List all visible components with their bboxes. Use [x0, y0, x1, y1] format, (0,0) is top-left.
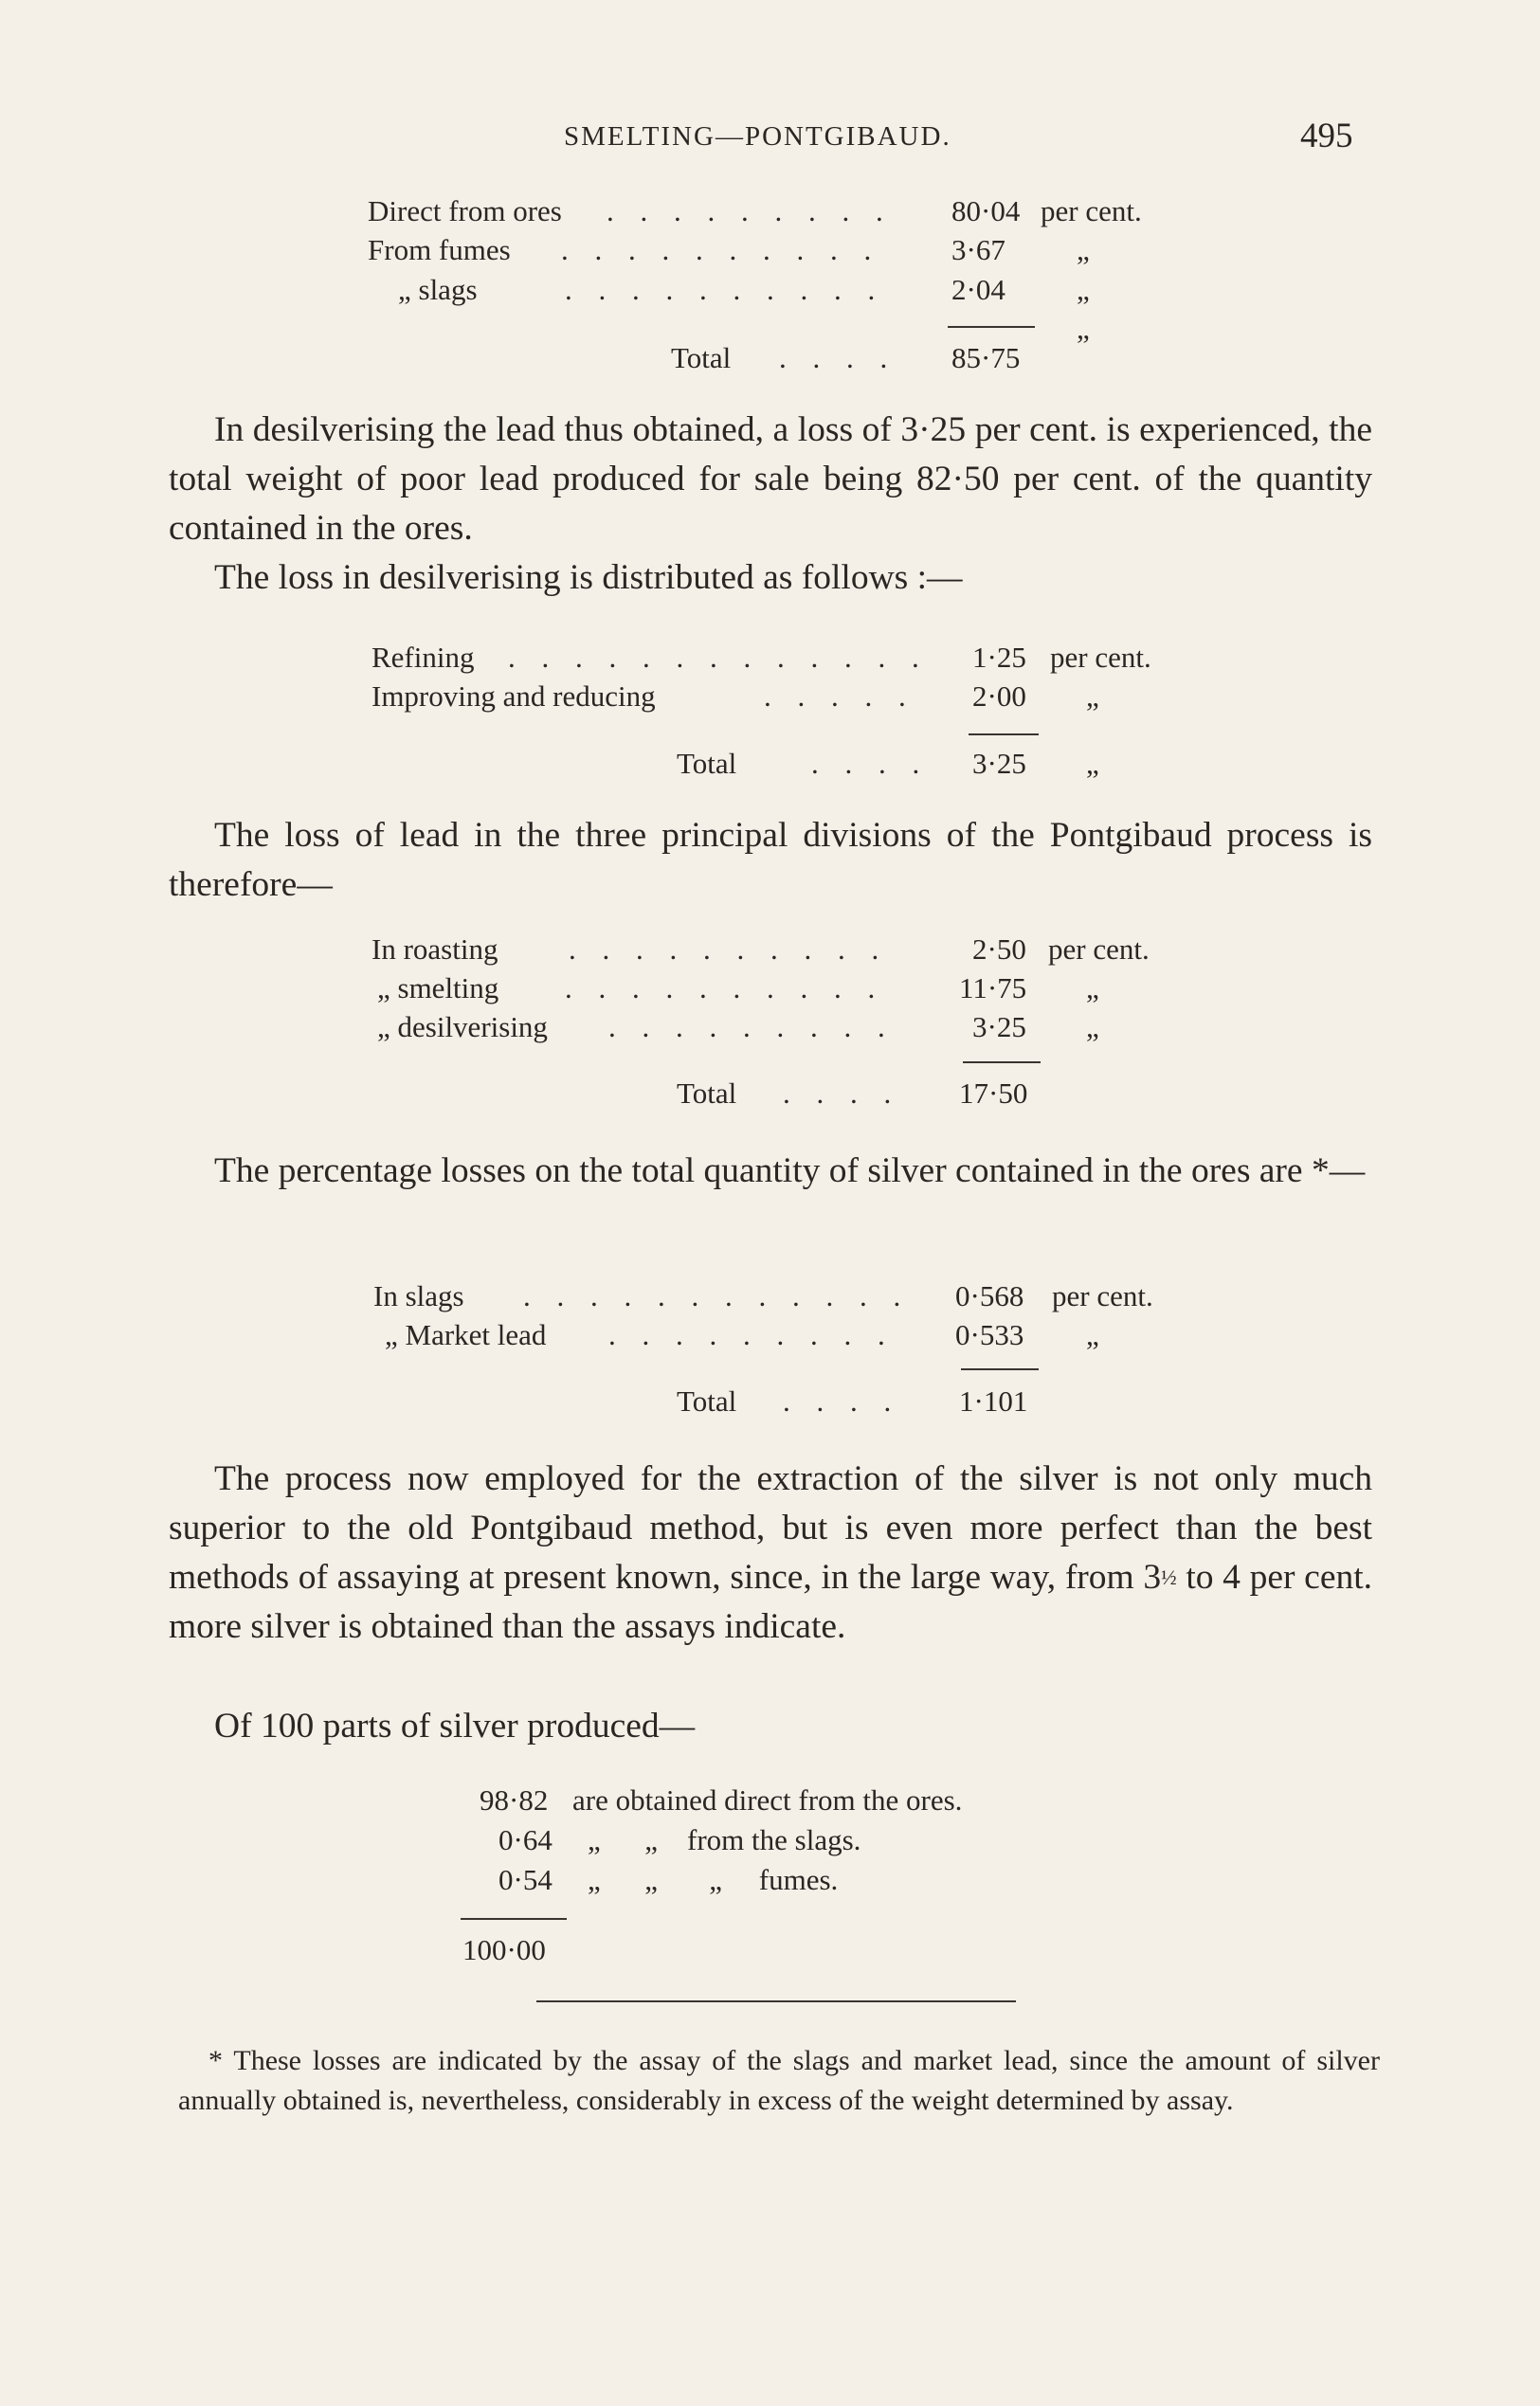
row-text: are obtained direct from the ores. [572, 1783, 963, 1817]
paragraph [169, 1702, 1372, 1751]
row-value: 2·04 [951, 273, 1006, 306]
dot-leader: . . . . [783, 1076, 901, 1110]
paragraph-text: In desilverising the lead thus obtained, a loss of 3·25 per cent. is experienced, the total weight of poor lead produced for sale being 82·50 per cent. of the quantity contained in the ores. [169, 410, 1372, 548]
total-label: Total [677, 1384, 737, 1418]
dot-leader: . . . . [779, 341, 897, 374]
row-unit: per cent. [1050, 641, 1151, 674]
row-label: Refining [371, 641, 475, 674]
total-label: Total [671, 341, 732, 374]
paragraph-text: to 4 per cent. more silver is obtained than the assays indicate. [169, 1558, 1373, 1646]
total-row [0, 328, 1540, 379]
paragraph-text: The loss in desilverising is distributed as follows :— [214, 558, 963, 597]
sum-rule [948, 326, 1035, 328]
table-row [0, 233, 1540, 271]
total-value: 85·75 [951, 341, 1021, 374]
row-unit: „ [1077, 233, 1090, 266]
total-label: Total [677, 1076, 737, 1110]
dot-leader: . . . . [811, 747, 930, 780]
row-unit: „ [1086, 1318, 1099, 1351]
paragraph-text: Of 100 parts of silver produced— [214, 1707, 696, 1746]
row-value: 1·25 [972, 641, 1026, 674]
paragraph [169, 1147, 1372, 1196]
row-unit: „ [1086, 1010, 1099, 1043]
dot-leader: . . . . . . . . . . [565, 273, 885, 306]
table-row [0, 194, 1540, 232]
row-unit: per cent. [1041, 194, 1142, 227]
row-value: 3·67 [951, 233, 1006, 266]
sum-rule [461, 1918, 567, 1920]
footnote-text: * These losses are indicated by the assay of the slags and market lead, since the amount of silver annually obtained is, nevertheless, considerably in excess of the weight determined by assay. [178, 2045, 1380, 2116]
dot-leader: . . . . . . . . . . [565, 971, 885, 1004]
row-label: „ desilverising [377, 1010, 548, 1043]
table-row [0, 1823, 1540, 1861]
running-title: SMELTING—PONTGIBAUD. [564, 121, 951, 152]
paragraph-text: The percentage losses on the total quantity of silver contained in the ores are *— [214, 1151, 1366, 1190]
row-value: 0·533 [955, 1318, 1024, 1351]
page-number: 495 [1300, 117, 1353, 155]
row-value: 2·50 [972, 932, 1026, 966]
table-row [0, 932, 1540, 970]
table-row [0, 273, 1540, 311]
paragraph-text: The loss of lead in the three principal divisions of the Pontgibaud process is therefore— [169, 816, 1372, 904]
running-head [0, 117, 1540, 159]
dot-leader: . . . . . . . . . . [561, 233, 881, 266]
sum-rule [963, 1061, 1041, 1063]
paragraph [169, 406, 1372, 553]
table-row [0, 1863, 1540, 1901]
table-row [0, 1318, 1540, 1356]
row-label: Direct from ores [368, 194, 562, 227]
footnote-rule [536, 2000, 1016, 2002]
row-value: 11·75 [959, 971, 1027, 1004]
footnote [178, 2041, 1380, 2121]
paragraph-text: The process now employed for the extraction of the silver is not only much superior to the old Pontgibaud method, but is even more perfect than the best methods of assaying at present known, since, in the large way, from 3 [169, 1459, 1372, 1597]
dot-leader: . . . . . . . . . . . . . [508, 641, 929, 674]
table-row [0, 679, 1540, 717]
sum-rule [969, 733, 1039, 735]
row-unit: „ [1077, 273, 1090, 306]
dot-leader: . . . . . [764, 679, 915, 713]
total-row [0, 1933, 1540, 1971]
row-value: 98·82 [480, 1783, 549, 1817]
sum-rule [961, 1368, 1039, 1370]
dot-leader: . . . . . . . . . [608, 1318, 895, 1351]
row-label: „ smelting [377, 971, 499, 1004]
total-value: 3·25 [972, 747, 1026, 780]
total-label: Total [677, 747, 737, 780]
table-row [0, 641, 1540, 678]
row-value: 3·25 [972, 1010, 1026, 1043]
row-text: „ „ from the slags. [588, 1823, 861, 1856]
total-row [0, 1076, 1540, 1114]
paragraph [169, 1455, 1372, 1652]
row-value: 80·04 [951, 194, 1021, 227]
paragraph [169, 553, 1372, 603]
table-row [0, 1783, 1540, 1821]
table-row [0, 971, 1540, 1009]
total-unit: „ [1086, 747, 1099, 780]
table-row [0, 1279, 1540, 1317]
row-label: „ slags [398, 273, 478, 306]
dot-leader: . . . . . . . . . [608, 1010, 895, 1043]
total-value: 17·50 [959, 1076, 1028, 1110]
row-value: 0·54 [498, 1863, 553, 1896]
total-row [0, 1384, 1540, 1422]
row-unit: per cent. [1052, 1279, 1153, 1312]
table-row [0, 1010, 1540, 1048]
total-value: 100·00 [462, 1933, 546, 1966]
dot-leader: . . . . . . . . . [607, 194, 893, 227]
row-label: In roasting [371, 932, 498, 966]
dot-leader: . . . . . . . . . . . . [523, 1279, 911, 1312]
row-value: 0·64 [498, 1823, 553, 1856]
paragraph [169, 811, 1372, 910]
row-unit: „ [1086, 971, 1099, 1004]
row-label: From fumes [368, 233, 511, 266]
total-row [0, 747, 1540, 785]
row-value: 0·568 [955, 1279, 1024, 1312]
row-text: „ „ „ fumes. [588, 1863, 839, 1896]
row-label: „ Market lead [385, 1318, 547, 1351]
total-value: 1·101 [959, 1384, 1028, 1418]
dot-leader: . . . . [783, 1384, 901, 1418]
dot-leader: . . . . . . . . . . [569, 932, 889, 966]
row-label: Improving and reducing [371, 679, 656, 713]
total-unit: ” [1077, 328, 1090, 361]
row-label: In slags [373, 1279, 464, 1312]
fraction: ½ [1161, 1565, 1177, 1589]
row-unit: „ [1086, 679, 1099, 713]
row-unit: per cent. [1048, 932, 1150, 966]
row-value: 2·00 [972, 679, 1026, 713]
